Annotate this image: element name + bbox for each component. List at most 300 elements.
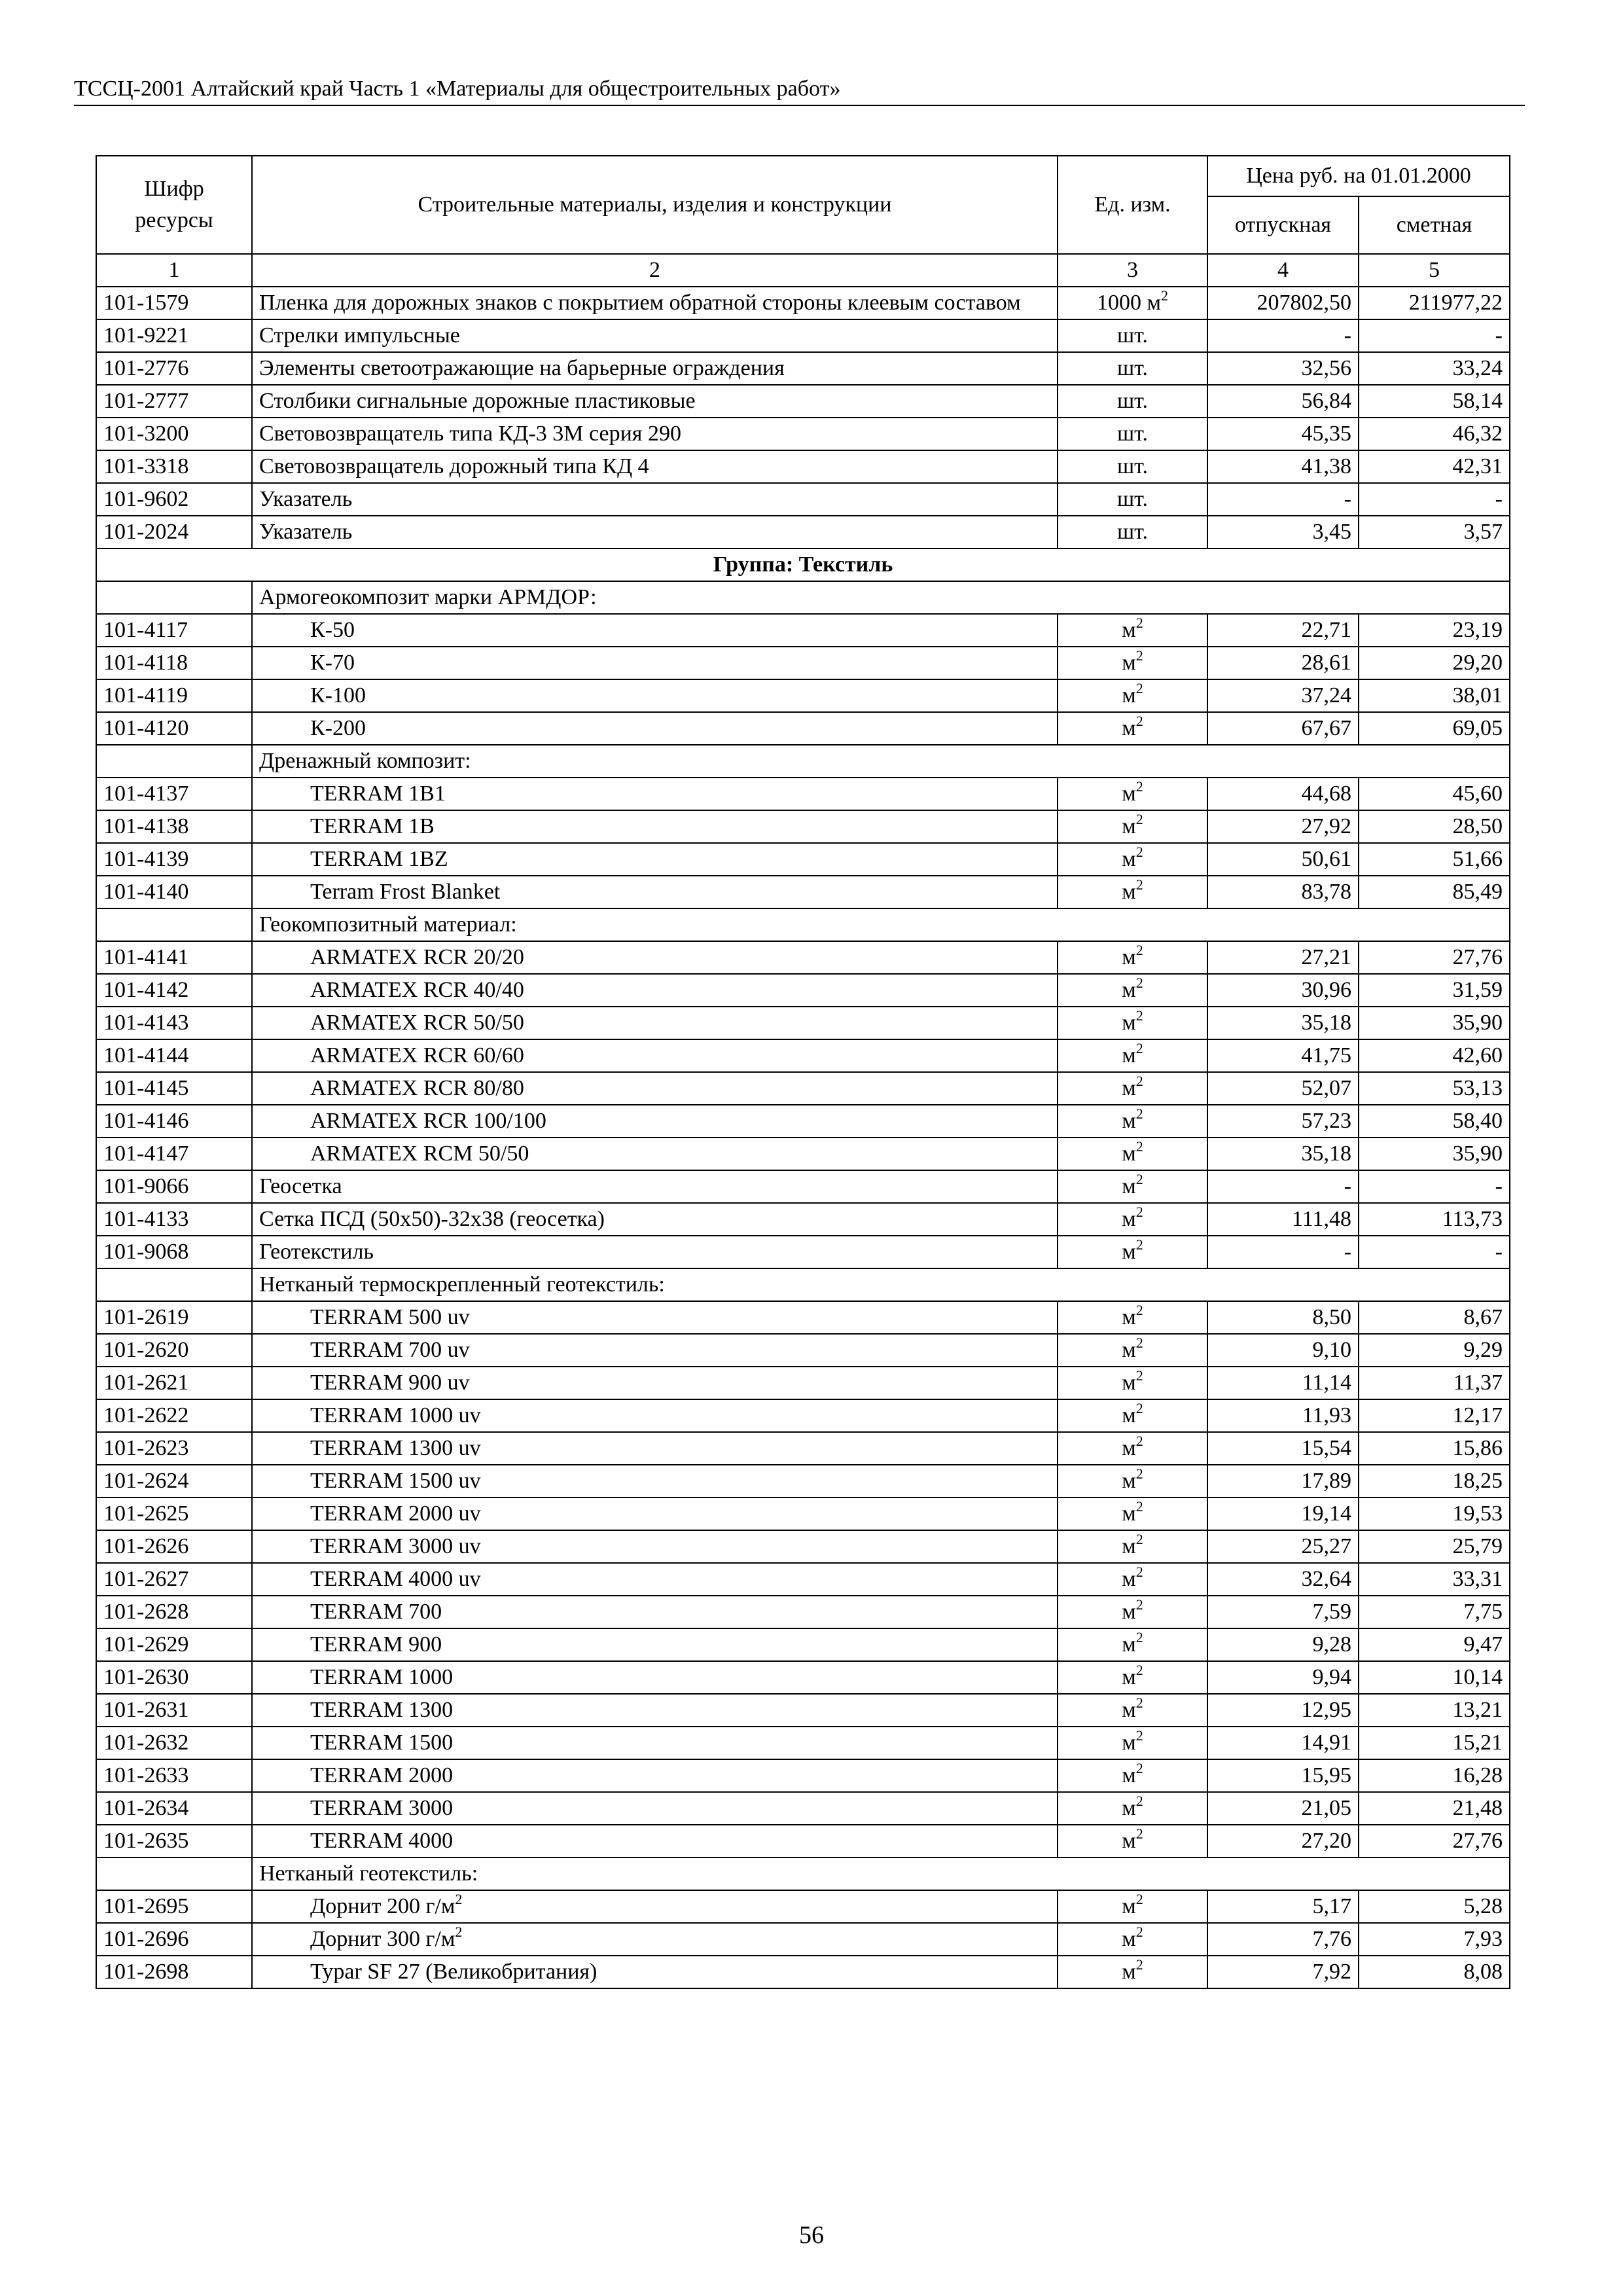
cell-unit-text: м: [1122, 1043, 1136, 1067]
cell-estimate-price-text: 3,57: [1463, 520, 1503, 544]
column-number-row: [96, 254, 1510, 287]
cell-unit: [1058, 352, 1207, 385]
cell-unit: [1058, 1890, 1207, 1923]
subgroup-title: [252, 1857, 1510, 1890]
cell-release-price: [1207, 1792, 1359, 1825]
cell-estimate-price-text: 25,79: [1452, 1534, 1503, 1558]
table-row: [96, 1727, 1510, 1759]
cell-code: [96, 745, 252, 778]
table-row: [96, 1628, 1510, 1661]
header-name: Строительные материалы, изделия и конструкции: [252, 156, 1058, 254]
cell-code: [96, 352, 252, 385]
cell-unit-text: м: [1122, 1796, 1136, 1820]
cell-code: [96, 1301, 252, 1334]
cell-unit-text: м: [1122, 683, 1136, 708]
cell-release-price-text: 35,18: [1301, 1011, 1351, 1035]
cell-unit: [1058, 1727, 1207, 1759]
cell-release-price: [1207, 1890, 1359, 1923]
cell-release-price: [1207, 1825, 1359, 1857]
cell-estimate-price: [1359, 1596, 1510, 1628]
cell-name-text: К-200: [310, 716, 366, 740]
cell-release-price: [1207, 843, 1359, 876]
cell-code-text: 101-2626: [103, 1534, 189, 1558]
cell-release-price-text: 21,05: [1301, 1796, 1351, 1820]
cell-name-text: Геосетка: [259, 1174, 342, 1198]
cell-code: [96, 1727, 252, 1759]
table-row: [96, 1890, 1510, 1923]
header-release-price: отпускная: [1207, 196, 1359, 254]
cell-name-text: TERRAM 1B1: [310, 781, 446, 806]
cell-release-price: [1207, 1661, 1359, 1694]
table-row: [96, 1759, 1510, 1792]
cell-unit-text: м: [1122, 1109, 1136, 1133]
cell-release-price-text: 35,18: [1301, 1141, 1351, 1166]
cell-unit-text: м: [1122, 880, 1136, 904]
cell-unit-superscript: 2: [1135, 1825, 1143, 1842]
cell-name-text: TERRAM 1300 uv: [310, 1436, 481, 1460]
cell-code: [96, 778, 252, 810]
table-row: [96, 483, 1510, 516]
cell-name-text: Указатель: [259, 520, 353, 544]
subgroup-title-text: Дренажный композит:: [259, 749, 471, 773]
cell-unit: [1058, 1596, 1207, 1628]
cell-unit-superscript: 2: [1135, 942, 1143, 958]
table-row: [96, 287, 1510, 319]
cell-estimate-price-text: 58,40: [1452, 1109, 1503, 1133]
cell-release-price: [1207, 1334, 1359, 1367]
cell-unit-superscript: 2: [1135, 1695, 1143, 1711]
cell-unit-superscript: 2: [1135, 1105, 1143, 1122]
cell-code: [96, 1596, 252, 1628]
table-row: [96, 843, 1510, 876]
cell-code-text: 101-9066: [103, 1174, 189, 1198]
cell-name: [252, 1105, 1058, 1138]
cell-unit-text: м: [1122, 814, 1136, 838]
cell-code-text: 101-2622: [103, 1403, 189, 1427]
cell-code: [96, 876, 252, 908]
cell-estimate-price-text: 69,05: [1452, 716, 1503, 740]
cell-unit: [1058, 614, 1207, 647]
cell-code-text: 101-2623: [103, 1436, 189, 1460]
cell-name: [252, 1530, 1058, 1563]
cell-release-price: [1207, 1759, 1359, 1792]
cell-unit: [1058, 1628, 1207, 1661]
cell-estimate-price-text: 5,28: [1463, 1894, 1503, 1918]
cell-release-price: [1207, 1007, 1359, 1039]
cell-estimate-price-text: 12,17: [1452, 1403, 1503, 1427]
cell-code: [96, 1890, 252, 1923]
cell-release-price: [1207, 1596, 1359, 1628]
cell-estimate-price: [1359, 483, 1510, 516]
cell-name-text: TERRAM 4000: [310, 1829, 454, 1853]
subgroup-title: [252, 745, 1510, 778]
table-header-row: [96, 156, 1510, 196]
cell-unit: [1058, 778, 1207, 810]
cell-code: [96, 1105, 252, 1138]
cell-name-text: TERRAM 4000 uv: [310, 1567, 481, 1591]
cell-release-price-text: 7,92: [1312, 1960, 1351, 1984]
cell-code-text: 101-4145: [103, 1076, 189, 1100]
cell-code-text: 101-3200: [103, 422, 189, 446]
cell-release-price: [1207, 1236, 1359, 1268]
cell-name: [252, 1203, 1058, 1236]
cell-name-text: ARMATEX RCM 50/50: [310, 1141, 529, 1166]
cell-unit-superscript: 2: [1161, 287, 1168, 304]
cell-unit-text: шт.: [1117, 323, 1148, 348]
cell-code-text: 101-2024: [103, 520, 189, 544]
cell-release-price-text: 27,20: [1301, 1829, 1351, 1853]
cell-unit-text: м: [1122, 1371, 1136, 1395]
cell-code: [96, 1857, 252, 1890]
cell-code-text: 101-9221: [103, 323, 189, 348]
cell-code-text: 101-9068: [103, 1240, 189, 1264]
cell-name: [252, 1236, 1058, 1268]
cell-release-price: [1207, 1105, 1359, 1138]
cell-release-price-text: 50,61: [1301, 847, 1351, 871]
cell-unit: [1058, 712, 1207, 745]
table-row: [96, 614, 1510, 647]
cell-name: [252, 1007, 1058, 1039]
cell-name-text: TERRAM 1500: [310, 1731, 454, 1755]
cell-estimate-price-text: 7,93: [1463, 1927, 1503, 1951]
cell-estimate-price: [1359, 712, 1510, 745]
cell-name: [252, 1661, 1058, 1694]
table-row: [96, 1923, 1510, 1956]
cell-name: [252, 1727, 1058, 1759]
cell-release-price: [1207, 1399, 1359, 1432]
cell-unit-text: м: [1122, 1305, 1136, 1329]
cell-name: [252, 1399, 1058, 1432]
cell-release-price: [1207, 1727, 1359, 1759]
cell-estimate-price: [1359, 778, 1510, 810]
cell-release-price-text: 111,48: [1292, 1207, 1351, 1231]
cell-unit: [1058, 1367, 1207, 1399]
cell-estimate-price-text: -: [1495, 487, 1503, 511]
cell-release-price: [1207, 483, 1359, 516]
subgroup-title-text: Нетканый термоскрепленный геотекстиль:: [259, 1272, 665, 1297]
cell-estimate-price-text: 21,48: [1452, 1796, 1503, 1820]
cell-unit: [1058, 516, 1207, 548]
cell-unit-text: шт.: [1117, 454, 1148, 478]
cell-unit-superscript: 2: [1135, 1727, 1143, 1744]
cell-code: [96, 1399, 252, 1432]
cell-estimate-price: [1359, 1825, 1510, 1857]
subgroup-row: [96, 1268, 1510, 1301]
cell-code: [96, 1563, 252, 1596]
cell-unit-text: шт.: [1117, 356, 1148, 380]
cell-unit-superscript: 2: [1135, 1531, 1143, 1547]
cell-name: [252, 1596, 1058, 1628]
header-price: Цена руб. на 01.01.2000: [1207, 156, 1510, 196]
cell-release-price-text: 32,64: [1301, 1567, 1351, 1591]
cell-code-text: 101-4120: [103, 716, 189, 740]
cell-unit-superscript: 2: [1135, 1793, 1143, 1809]
cell-name: [252, 385, 1058, 418]
cell-unit: [1058, 483, 1207, 516]
cell-name-text: TERRAM 500 uv: [310, 1305, 470, 1329]
cell-unit-text: м: [1122, 651, 1136, 675]
cell-name: [252, 483, 1058, 516]
cell-unit-superscript: 2: [1135, 1956, 1143, 1973]
cell-unit-superscript: 2: [1135, 811, 1143, 827]
cell-code: [96, 418, 252, 450]
cell-code: [96, 1236, 252, 1268]
cell-unit: [1058, 1498, 1207, 1530]
cell-release-price: [1207, 1072, 1359, 1105]
cell-unit-text: шт.: [1117, 389, 1148, 413]
cell-unit-superscript: 2: [1135, 1236, 1143, 1253]
cell-unit: [1058, 1334, 1207, 1367]
cell-estimate-price: [1359, 1007, 1510, 1039]
cell-unit: [1058, 941, 1207, 974]
table-row: [96, 1072, 1510, 1105]
cell-release-price-text: 57,23: [1301, 1109, 1351, 1133]
cell-estimate-price: [1359, 1399, 1510, 1432]
cell-name-text: TERRAM 1300: [310, 1698, 454, 1722]
cell-name: [252, 418, 1058, 450]
cell-code-text: 101-2624: [103, 1469, 189, 1493]
cell-unit-text: м: [1122, 1501, 1136, 1526]
cell-unit-text: м: [1122, 1894, 1136, 1918]
cell-code: [96, 1039, 252, 1072]
cell-estimate-price-text: 8,67: [1463, 1305, 1503, 1329]
cell-release-price-text: 7,59: [1312, 1600, 1351, 1624]
cell-release-price: [1207, 647, 1359, 679]
table-row: [96, 1432, 1510, 1465]
cell-release-price-text: 45,35: [1301, 422, 1351, 446]
cell-release-price: [1207, 679, 1359, 712]
cell-estimate-price: [1359, 418, 1510, 450]
cell-name: [252, 287, 1058, 319]
subgroup-row: [96, 745, 1510, 778]
group-title-row: [96, 548, 1510, 581]
cell-release-price: [1207, 1465, 1359, 1498]
cell-release-price: [1207, 1563, 1359, 1596]
cell-code-text: 101-2695: [103, 1894, 189, 1918]
cell-unit-text: м: [1122, 1534, 1136, 1558]
cell-release-price-text: 22,71: [1301, 618, 1351, 642]
cell-unit: [1058, 810, 1207, 843]
cell-unit-superscript: 2: [1135, 844, 1143, 860]
cell-name-text: ARMATEX RCR 40/40: [310, 978, 524, 1002]
cell-release-price-text: 25,27: [1301, 1534, 1351, 1558]
table-row: [96, 516, 1510, 548]
cell-unit: [1058, 1105, 1207, 1138]
cell-estimate-price: [1359, 1661, 1510, 1694]
cell-unit: [1058, 1170, 1207, 1203]
cell-unit-text: м: [1122, 1207, 1136, 1231]
table-row: [96, 1138, 1510, 1170]
cell-code: [96, 1661, 252, 1694]
cell-estimate-price: [1359, 1138, 1510, 1170]
cell-unit-text: м: [1122, 1076, 1136, 1100]
cell-estimate-price: [1359, 614, 1510, 647]
cell-code-text: 101-2628: [103, 1600, 189, 1624]
cell-name: [252, 778, 1058, 810]
cell-release-price: [1207, 1498, 1359, 1530]
table-row: [96, 418, 1510, 450]
cell-unit: [1058, 1007, 1207, 1039]
cell-estimate-price: [1359, 1367, 1510, 1399]
subgroup-row: [96, 908, 1510, 941]
cell-estimate-price: [1359, 352, 1510, 385]
cell-unit: [1058, 1236, 1207, 1268]
cell-code-text: 101-4144: [103, 1043, 189, 1067]
cell-name: [252, 1759, 1058, 1792]
cell-unit: [1058, 1792, 1207, 1825]
cell-name: [252, 1890, 1058, 1923]
cell-unit: [1058, 1530, 1207, 1563]
cell-code-text: 101-2698: [103, 1960, 189, 1984]
cell-release-price-text: 83,78: [1301, 880, 1351, 904]
table-row: [96, 974, 1510, 1007]
cell-release-price: [1207, 1301, 1359, 1334]
cell-code-text: 101-2630: [103, 1665, 189, 1689]
cell-estimate-price-text: 35,90: [1452, 1011, 1503, 1035]
cell-unit: [1058, 1039, 1207, 1072]
cell-unit-superscript: 2: [1135, 1433, 1143, 1449]
subgroup-row: [96, 581, 1510, 614]
cell-name-superscript: 2: [455, 1924, 463, 1940]
cell-code-text: 101-4119: [103, 683, 188, 708]
cell-code-text: 101-2633: [103, 1763, 189, 1787]
cell-code: [96, 581, 252, 614]
subgroup-title: [252, 581, 1510, 614]
cell-unit-superscript: 2: [1135, 1138, 1143, 1155]
cell-code: [96, 1628, 252, 1661]
cell-estimate-price-text: 27,76: [1452, 1829, 1503, 1853]
cell-estimate-price-text: 9,29: [1463, 1338, 1503, 1362]
cell-code: [96, 516, 252, 548]
cell-unit-text: м: [1122, 1763, 1136, 1787]
cell-unit-text: м: [1122, 1403, 1136, 1427]
cell-estimate-price-text: 15,86: [1452, 1436, 1503, 1460]
cell-release-price: [1207, 1203, 1359, 1236]
cell-code: [96, 1203, 252, 1236]
cell-name-text: Terram Frost Blanket: [310, 880, 501, 904]
cell-release-price-text: -: [1344, 1174, 1351, 1198]
cell-code-text: 101-2627: [103, 1567, 189, 1591]
cell-estimate-price-text: 42,31: [1452, 454, 1503, 478]
cell-release-price-text: 44,68: [1301, 781, 1351, 806]
table-row: [96, 1236, 1510, 1268]
cell-estimate-price-text: 85,49: [1452, 880, 1503, 904]
cell-release-price: [1207, 974, 1359, 1007]
cell-unit-superscript: 2: [1135, 1302, 1143, 1318]
cell-name-text: TERRAM 2000 uv: [310, 1501, 481, 1526]
cell-estimate-price: [1359, 876, 1510, 908]
cell-code-text: 101-9602: [103, 487, 189, 511]
cell-name-text: TERRAM 1BZ: [310, 847, 448, 871]
cell-estimate-price: [1359, 974, 1510, 1007]
cell-unit-text: м: [1122, 1665, 1136, 1689]
cell-release-price: [1207, 450, 1359, 483]
cell-code: [96, 1530, 252, 1563]
cell-name-text: Typar SF 27 (Великобритания): [310, 1960, 597, 1984]
cell-estimate-price-text: 51,66: [1452, 847, 1503, 871]
table-row: [96, 810, 1510, 843]
cell-unit: [1058, 1138, 1207, 1170]
cell-release-price-text: 11,93: [1302, 1403, 1351, 1427]
cell-code-text: 101-4133: [103, 1207, 189, 1231]
table-row: [96, 876, 1510, 908]
cell-unit-text: 1000 м: [1096, 291, 1161, 315]
cell-unit-text: м: [1122, 1600, 1136, 1624]
cell-estimate-price-text: 53,13: [1452, 1076, 1503, 1100]
cell-name: [252, 1563, 1058, 1596]
cell-estimate-price-text: 23,19: [1452, 618, 1503, 642]
cell-release-price: [1207, 778, 1359, 810]
group-title: [96, 548, 1510, 581]
cell-code-text: 101-2621: [103, 1371, 189, 1395]
cell-unit: [1058, 647, 1207, 679]
cell-name: [252, 1334, 1058, 1367]
cell-unit-superscript: 2: [1135, 1760, 1143, 1776]
table-row: [96, 1596, 1510, 1628]
cell-code: [96, 287, 252, 319]
cell-unit-text: м: [1122, 716, 1136, 740]
cell-name-text: Световозвращатель дорожный типа КД 4: [259, 454, 649, 478]
cell-release-price: [1207, 614, 1359, 647]
cell-code: [96, 941, 252, 974]
cell-unit-text: м: [1122, 1632, 1136, 1657]
cell-unit-superscript: 2: [1135, 1596, 1143, 1613]
cell-release-price-text: 15,95: [1301, 1763, 1351, 1787]
cell-estimate-price-text: 28,50: [1452, 814, 1503, 838]
cell-estimate-price: [1359, 1890, 1510, 1923]
cell-code-text: 101-2619: [103, 1305, 189, 1329]
cell-release-price-text: 207802,50: [1257, 291, 1351, 315]
cell-unit: [1058, 1661, 1207, 1694]
cell-unit-text: м: [1122, 1011, 1136, 1035]
cell-code: [96, 450, 252, 483]
cell-code: [96, 1007, 252, 1039]
cell-estimate-price: [1359, 1923, 1510, 1956]
cell-name: [252, 516, 1058, 548]
cell-unit-text: м: [1122, 1731, 1136, 1755]
cell-release-price-text: 11,14: [1302, 1371, 1351, 1395]
cell-release-price: [1207, 1367, 1359, 1399]
cell-estimate-price: [1359, 1759, 1510, 1792]
table-row: [96, 1334, 1510, 1367]
cell-name-text: Пленка для дорожных знаков с покрытием обратной стороны клеевым составом: [259, 291, 1021, 315]
cell-unit: [1058, 1694, 1207, 1727]
cell-release-price-text: 19,14: [1301, 1501, 1351, 1526]
cell-unit-text: м: [1122, 1436, 1136, 1460]
cell-code-text: 101-2696: [103, 1927, 189, 1951]
cell-name-text: TERRAM 1B: [310, 814, 435, 838]
cell-unit: [1058, 1072, 1207, 1105]
cell-estimate-price-text: 11,37: [1453, 1371, 1503, 1395]
cell-code-text: 101-3318: [103, 454, 189, 478]
cell-estimate-price: [1359, 810, 1510, 843]
cell-unit-superscript: 2: [1135, 1073, 1143, 1089]
cell-name: [252, 450, 1058, 483]
cell-code-text: 101-2635: [103, 1829, 189, 1853]
cell-name-text: TERRAM 900 uv: [310, 1371, 470, 1395]
cell-code-text: 101-4137: [103, 781, 189, 806]
cell-release-price: [1207, 1956, 1359, 1988]
cell-unit-text: м: [1122, 781, 1136, 806]
table-row: [96, 1170, 1510, 1203]
cell-code-text: 101-4146: [103, 1109, 189, 1133]
group-title-text: Группа: Текстиль: [713, 552, 893, 577]
cell-release-price: [1207, 385, 1359, 418]
table-row: [96, 1825, 1510, 1857]
cell-release-price-text: 37,24: [1301, 683, 1351, 708]
cell-release-price: [1207, 1039, 1359, 1072]
cell-name-text: Дорнит 300 г/м: [310, 1927, 455, 1951]
